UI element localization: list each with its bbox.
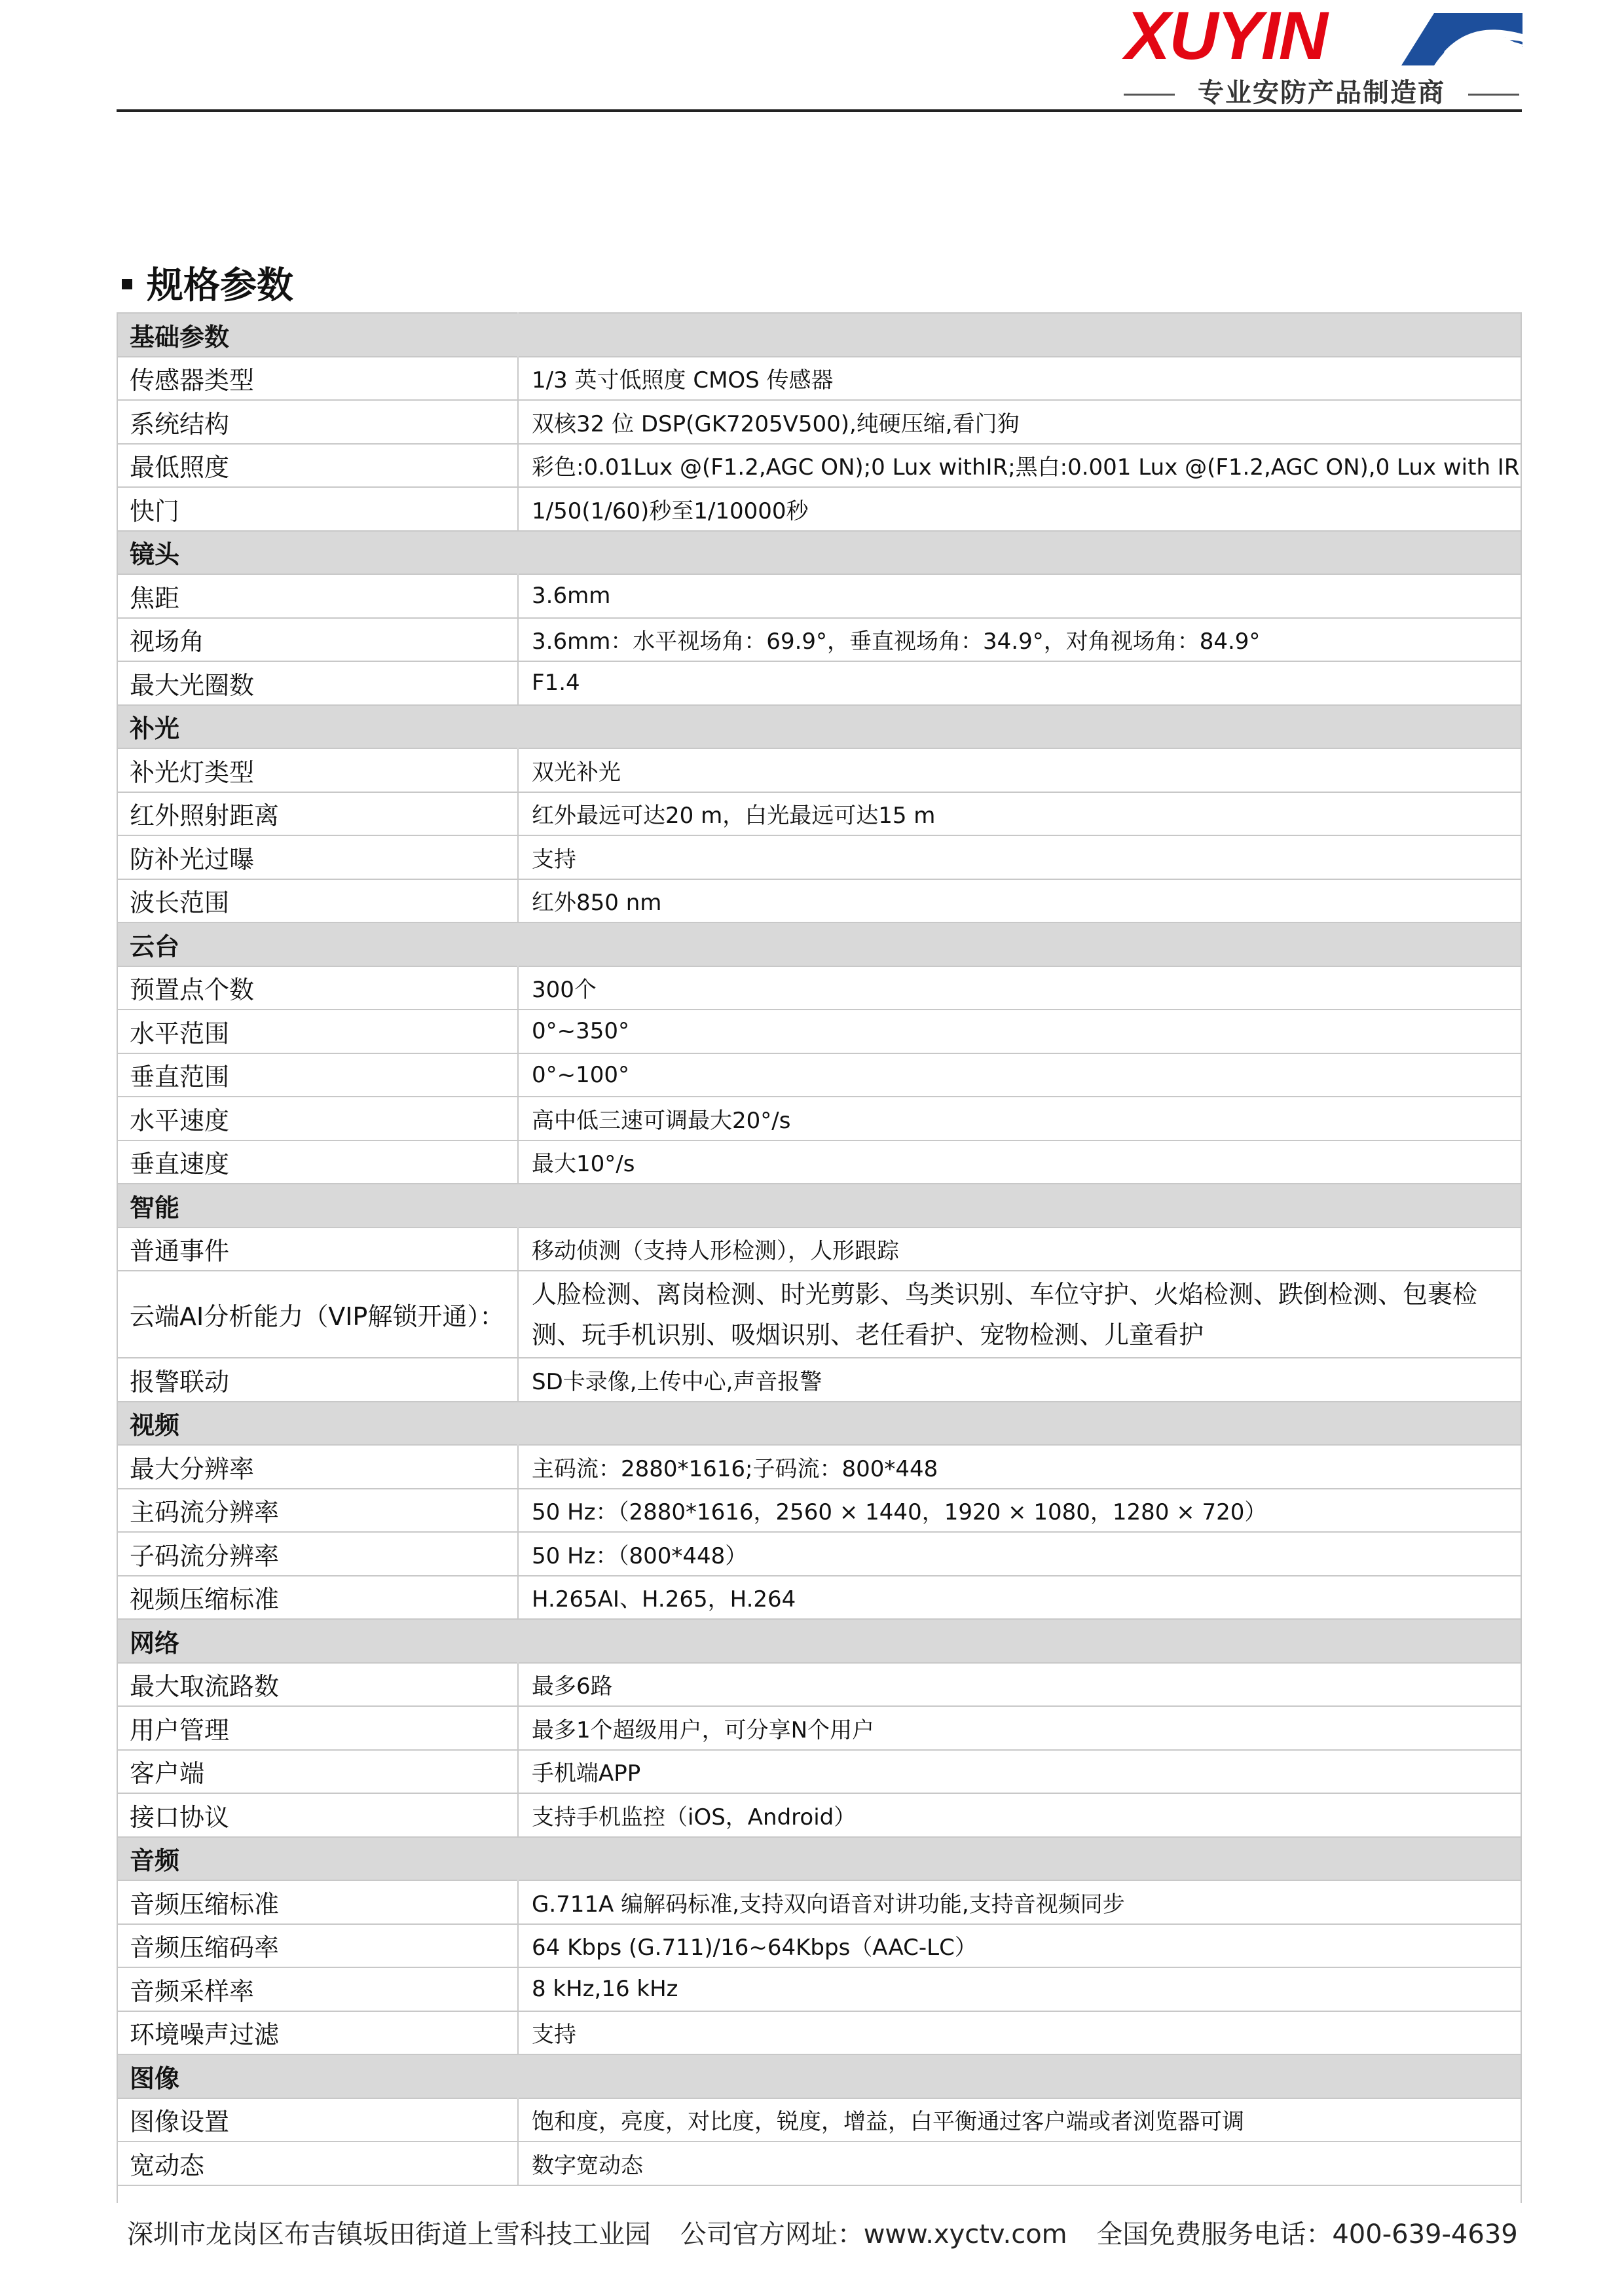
spec-value: 人脸检测、离岗检测、时光剪影、鸟类识别、车位守护、火焰检测、跌倒检测、包裹检测、玩手机识别、吸烟识别、老任看护、宠物检测、儿童看护 (518, 1271, 1522, 1358)
spec-value: 8 kHz,16 kHz (518, 1967, 1522, 2011)
spec-value: 最多1个超级用户，可分享N个用户 (518, 1706, 1522, 1750)
spec-value: 红外850 nm (518, 879, 1522, 923)
spec-row (117, 2098, 1522, 2142)
spec-value: 支持 (518, 2011, 1522, 2055)
spec-row (117, 1271, 1522, 1358)
spec-value: 1/50(1/60)秒至1/10000秒 (518, 487, 1522, 531)
spec-key: 图像设置 (117, 2098, 518, 2142)
spec-key: 红外照射距离 (117, 792, 518, 836)
tagline-divider-right (1468, 94, 1519, 96)
spec-value: 彩色:0.01Lux @(F1.2,AGC ON);0 Lux withIR;黑白:0.001 Lux @(F1.2,AGC ON),0 Lux with IR (518, 444, 1522, 488)
spec-row (117, 1140, 1522, 1184)
spec-key: 音频压缩码率 (117, 1924, 518, 1968)
group-title: 音频 (117, 1837, 518, 1881)
spec-value: 300个 (518, 966, 1522, 1010)
spec-value: 饱和度，亮度，对比度，锐度，增益，白平衡通过客户端或者浏览器可调 (518, 2098, 1522, 2142)
spec-key: 音频采样率 (117, 1967, 518, 2011)
group-header (117, 1184, 1522, 1228)
spec-row (117, 444, 1522, 488)
spec-row (117, 574, 1522, 618)
spec-key: 视频压缩标准 (117, 1576, 518, 1620)
company-tagline (1124, 73, 1519, 113)
spec-row (117, 748, 1522, 792)
bullet-icon (122, 279, 132, 289)
spec-row (117, 1663, 1522, 1707)
group-title: 图像 (117, 2054, 518, 2098)
group-header (117, 313, 1522, 357)
spec-row (117, 1924, 1522, 1968)
spec-value: 0°~100° (518, 1053, 1522, 1097)
spec-key: 环境噪声过滤 (117, 2011, 518, 2055)
logo-swoosh-graphic (1395, 8, 1522, 68)
group-header (117, 1619, 1522, 1663)
spec-key: 传感器类型 (117, 357, 518, 401)
spec-value: 双光补光 (518, 748, 1522, 792)
spec-value: 支持手机监控（iOS，Android） (518, 1793, 1522, 1837)
spec-value: 最多6路 (518, 1663, 1522, 1707)
spec-value: 主码流：2880*1616;子码流：800*448 (518, 1445, 1522, 1489)
group-header (117, 922, 1522, 966)
footer-hotline: 全国免费服务电话：400-639-4639 (1096, 2219, 1518, 2250)
spec-value: 50 Hz：（800*448） (518, 1532, 1522, 1576)
footer-website[interactable]: 公司官方网址：www.xyctv.com (680, 2219, 1067, 2250)
spec-key: 报警联动 (117, 1358, 518, 1402)
spec-value: F1.4 (518, 661, 1522, 705)
spec-value: 手机端APP (518, 1750, 1522, 1794)
spec-value: 高中低三速可调最大20°/s (518, 1097, 1522, 1140)
spec-row (117, 1706, 1522, 1750)
spec-value: 3.6mm (518, 574, 1522, 618)
spec-row (117, 966, 1522, 1010)
spec-row (117, 1053, 1522, 1097)
spec-key: 补光灯类型 (117, 748, 518, 792)
section-title-text: 规格参数 (147, 264, 293, 307)
spec-table (117, 312, 1522, 2186)
spec-row (117, 1489, 1522, 1533)
group-header (117, 531, 1522, 575)
spec-row (117, 1228, 1522, 1271)
spec-key: 音频压缩标准 (117, 1880, 518, 1924)
group-title: 云台 (117, 922, 518, 966)
spec-row (117, 400, 1522, 444)
spec-key: 客户端 (117, 1750, 518, 1794)
spec-row (117, 1532, 1522, 1576)
spec-value: SD卡录像,上传中心,声音报警 (518, 1358, 1522, 1402)
page-footer (117, 2212, 1522, 2257)
spec-key: 垂直范围 (117, 1053, 518, 1097)
spec-value: 0°~350° (518, 1010, 1522, 1053)
spec-value: 64 Kbps (G.711)/16~64Kbps（AAC-LC） (518, 1924, 1522, 1968)
group-header (117, 1837, 1522, 1881)
spec-key: 垂直速度 (117, 1140, 518, 1184)
footer-address: 深圳市龙岗区布吉镇坂田街道上雪科技工业园 (127, 2219, 651, 2250)
spec-row (117, 487, 1522, 531)
spec-row (117, 1445, 1522, 1489)
spec-value: 数字宽动态 (518, 2141, 1522, 2185)
spec-value: 红外最远可达20 m，白光最远可达15 m (518, 792, 1522, 836)
spec-key: 接口协议 (117, 1793, 518, 1837)
spec-row (117, 618, 1522, 662)
spec-key: 预置点个数 (117, 966, 518, 1010)
spec-key: 视场角 (117, 618, 518, 662)
spec-key: 系统结构 (117, 400, 518, 444)
spec-value: 50 Hz：（2880*1616，2560 × 1440，1920 × 1080，1280 × 720） (518, 1489, 1522, 1533)
spec-row (117, 2011, 1522, 2055)
spec-key: 宽动态 (117, 2141, 518, 2185)
company-logo: XUYIN (1125, 0, 1327, 74)
tagline-divider-left (1124, 94, 1175, 96)
spec-key: 云端AI分析能力（VIP解锁开通）： (117, 1271, 518, 1358)
spec-value: 最大10°/s (518, 1140, 1522, 1184)
spec-row (117, 1880, 1522, 1924)
spec-row (117, 1967, 1522, 2011)
group-header (117, 2054, 1522, 2098)
group-header (117, 705, 1522, 749)
spec-key: 最大光圈数 (117, 661, 518, 705)
group-header (117, 1402, 1522, 1446)
spec-value: H.265AI、H.265，H.264 (518, 1576, 1522, 1620)
spec-row (117, 661, 1522, 705)
spec-key: 水平范围 (117, 1010, 518, 1053)
spec-row (117, 1750, 1522, 1794)
tagline-text: 专业安防产品制造商 (1198, 78, 1445, 108)
spec-row (117, 2141, 1522, 2185)
spec-key: 用户管理 (117, 1706, 518, 1750)
spec-row (117, 1358, 1522, 1402)
spec-key: 波长范围 (117, 879, 518, 923)
spec-row (117, 835, 1522, 879)
spec-row (117, 1010, 1522, 1053)
spec-key: 快门 (117, 487, 518, 531)
spec-row (117, 1793, 1522, 1837)
spec-key: 主码流分辨率 (117, 1489, 518, 1533)
spec-value: 双核32 位 DSP(GK7205V500),纯硬压缩,看门狗 (518, 400, 1522, 444)
group-title: 基础参数 (117, 313, 518, 357)
spec-key: 子码流分辨率 (117, 1532, 518, 1576)
group-title: 网络 (117, 1619, 518, 1663)
spec-row (117, 1097, 1522, 1140)
group-title: 智能 (117, 1184, 518, 1228)
spec-key: 防补光过曝 (117, 835, 518, 879)
spec-value: 1/3 英寸低照度 CMOS 传感器 (518, 357, 1522, 401)
spec-value: 支持 (518, 835, 1522, 879)
spec-key: 最低照度 (117, 444, 518, 488)
spec-key: 普通事件 (117, 1228, 518, 1271)
section-title (122, 257, 293, 316)
spec-key: 水平速度 (117, 1097, 518, 1140)
group-title: 补光 (117, 705, 518, 749)
group-title: 镜头 (117, 531, 518, 575)
spec-key: 焦距 (117, 574, 518, 618)
spec-row (117, 792, 1522, 836)
spec-value: 3.6mm：水平视场角：69.9°，垂直视场角：34.9°，对角视场角：84.9° (518, 618, 1522, 662)
header-divider (117, 109, 1522, 112)
spec-row (117, 357, 1522, 401)
spec-key: 最大分辨率 (117, 1445, 518, 1489)
group-title: 视频 (117, 1402, 518, 1446)
spec-value: G.711A 编解码标准,支持双向语音对讲功能,支持音视频同步 (518, 1880, 1522, 1924)
spec-row (117, 1576, 1522, 1620)
spec-key: 最大取流路数 (117, 1663, 518, 1707)
spec-value: 移动侦测（支持人形检测），人形跟踪 (518, 1228, 1522, 1271)
spec-row (117, 879, 1522, 923)
